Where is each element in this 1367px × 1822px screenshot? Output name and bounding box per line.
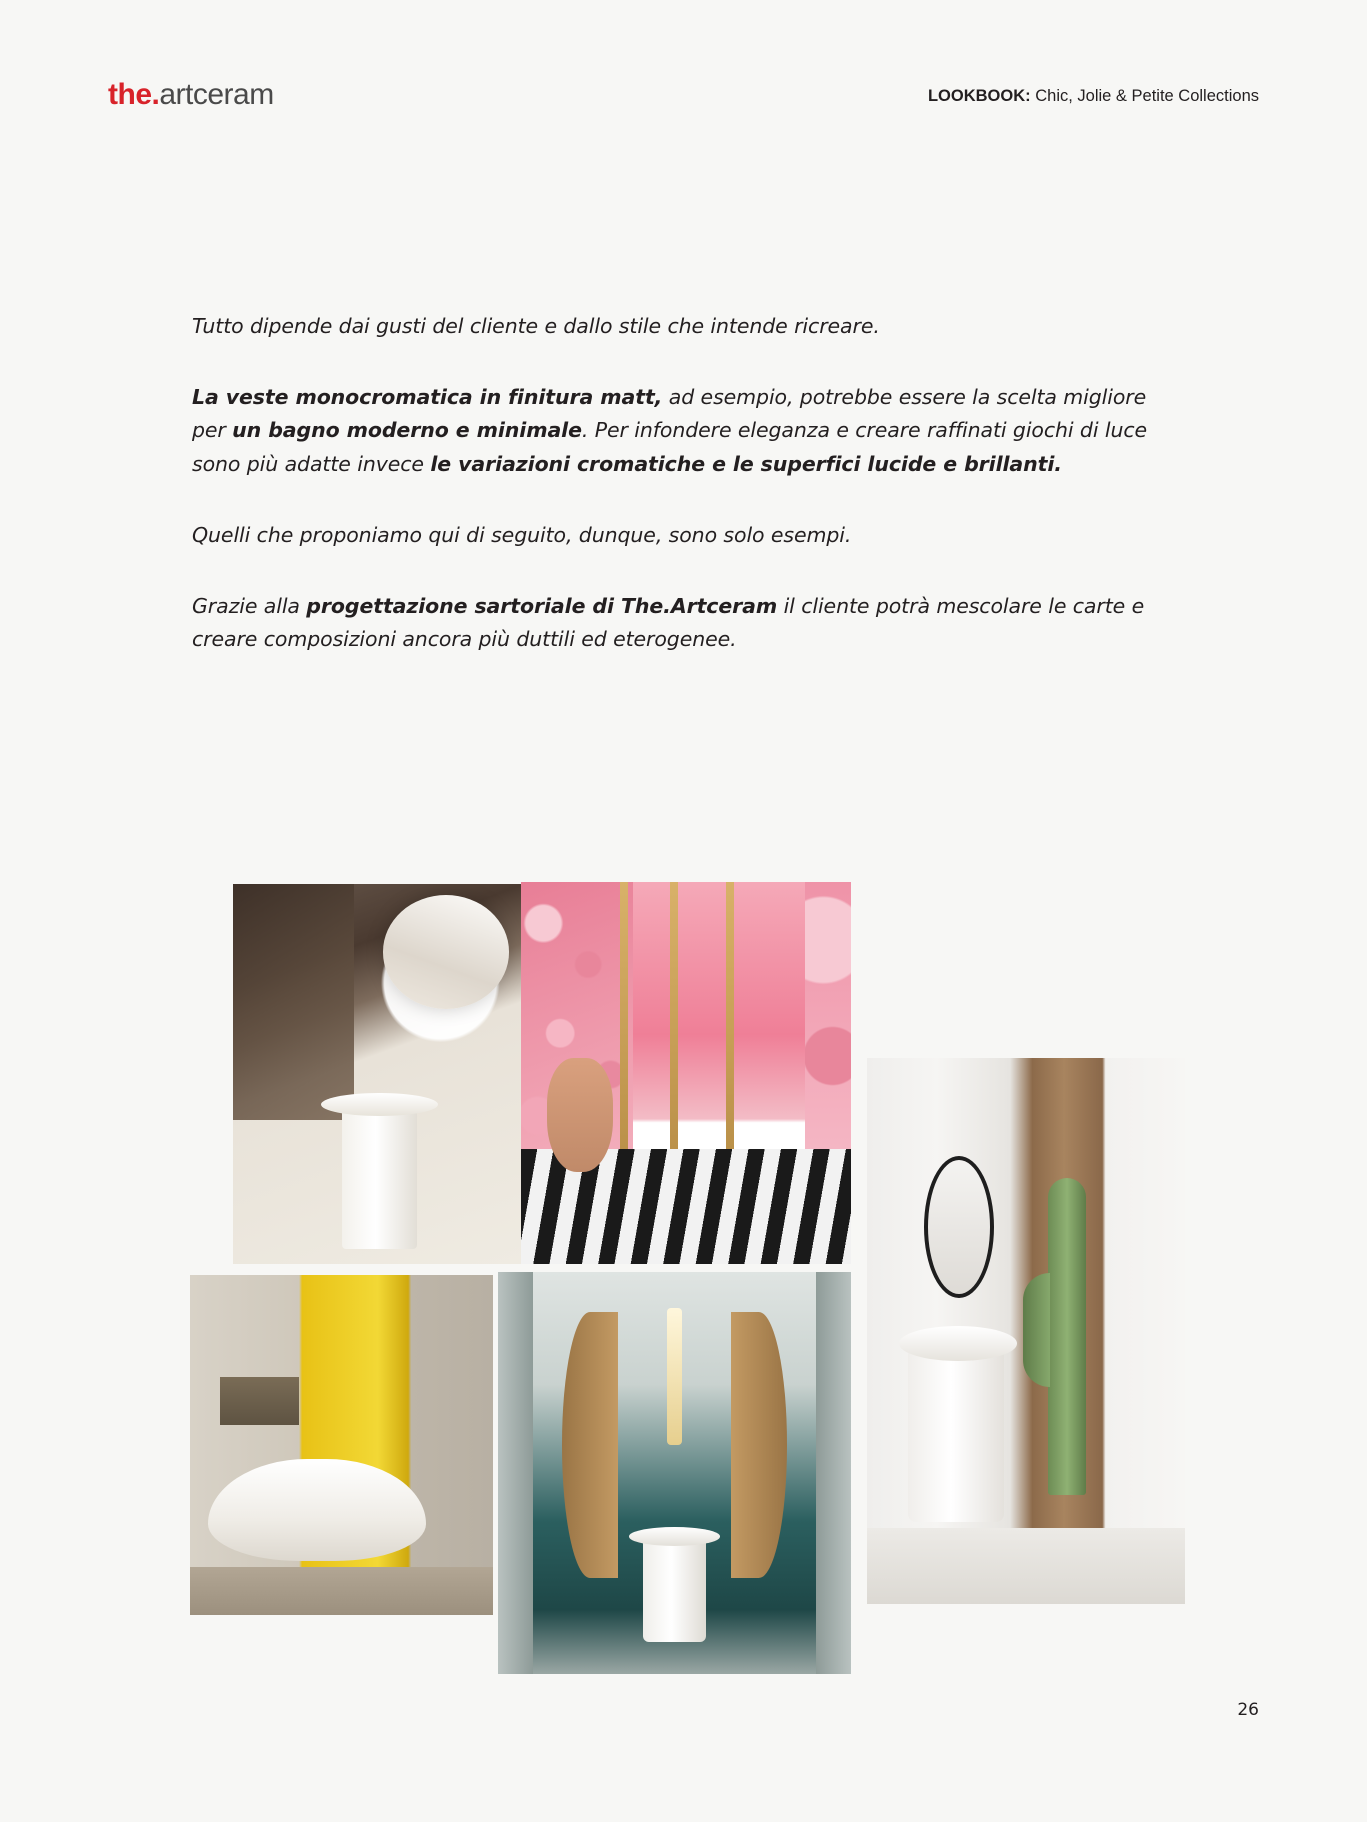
marble-dark-wall <box>233 884 354 1120</box>
cactus-decoration <box>1048 1178 1086 1495</box>
stone-floor <box>190 1567 493 1615</box>
freestanding-bathtub <box>208 1459 426 1561</box>
paragraph-tailoring-bold: progettazione sartoriale di The.Artceram <box>306 594 778 619</box>
pedestal-washbasin <box>908 1347 1003 1522</box>
paragraph-intro: Tutto dipende dai gusti del cliente e dallo stile che intende ricreare. <box>192 314 880 338</box>
gallery-photo-yellow-bathtub-art <box>190 1275 493 1615</box>
gallery-photo-marble-mirror <box>233 884 521 1264</box>
oval-black-mirror <box>924 1156 994 1298</box>
center-washbasin <box>643 1537 707 1642</box>
brand-logo-artceram: artceram <box>159 78 274 111</box>
curtain-left <box>498 1272 533 1674</box>
gold-column-3 <box>726 882 734 1165</box>
paragraph-monochrome-lead: La veste monocromatica in finitura matt, <box>192 385 663 410</box>
gold-column-1 <box>620 882 628 1165</box>
header-lookbook-collections: Chic, Jolie & Petite Collections <box>1030 87 1259 105</box>
paragraph-tailoring-lead: Grazie alla <box>192 594 307 619</box>
vertical-light-strip <box>667 1308 681 1445</box>
gold-column-2 <box>670 882 678 1165</box>
gallery-photo-curved-installation-art <box>498 1272 851 1674</box>
gallery-photo-marble-wood-cactus <box>867 1058 1185 1604</box>
paragraph-monochrome-mid2: . Per infondere eleganza e creare raffinati giochi di luce sono più adatte invece <box>192 418 1148 476</box>
page-number: 26 <box>1237 1700 1259 1720</box>
brand-logo-the: the. <box>108 78 160 111</box>
paragraph-monochrome-mid1: ad esempio, potrebbe essere la scelta migliore per <box>192 385 1147 443</box>
gallery-photo-curved-installation <box>498 1272 851 1674</box>
gallery-photo-pink-showroom <box>521 882 851 1264</box>
gallery-photo-yellow-bathtub <box>190 1275 493 1615</box>
marble-floor <box>867 1528 1185 1604</box>
teddy-bear-prop <box>547 1058 613 1173</box>
paragraph-monochrome-bold3: le variazioni cromatiche e le superfici lucide e brillanti. <box>430 451 1062 476</box>
paragraph-tailoring-rest: il cliente potrà mescolare le carte e creare composizioni ancora più duttili ed eterogenee. <box>192 594 1145 652</box>
gallery-photo-marble-wood-cactus-art <box>867 1058 1185 1604</box>
gallery-photo-marble-mirror-art <box>233 884 521 1264</box>
paragraph-monochrome-bold2: un bagno moderno e minimale <box>232 418 582 443</box>
header-lookbook-strong: LOOKBOOK: <box>927 87 1031 105</box>
paragraph-examples: Quelli che proponiamo qui di seguito, dunque, sono solo esempi. <box>192 522 852 547</box>
floral-wall-right <box>805 882 851 1172</box>
wood-curve-left <box>562 1312 618 1577</box>
column-washbasin <box>342 1104 417 1248</box>
wall-niche <box>220 1377 299 1425</box>
wood-curve-right <box>731 1312 787 1577</box>
gallery-photo-pink-showroom-art <box>521 882 851 1264</box>
curtain-right <box>816 1272 851 1674</box>
